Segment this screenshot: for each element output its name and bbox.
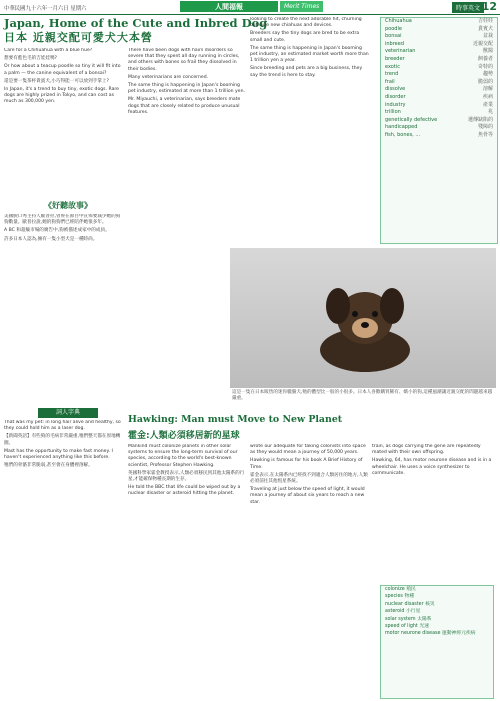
article2-column-3 [372,444,496,574]
glossary-entry [381,26,497,34]
puppy-illustration [300,268,430,378]
paragraph: 【新聞英語】有些狗的毛病非常嚴重,牠們整天都在原地轉圈。 [4,434,121,446]
paragraph: 霍金表示,在太陽系內已經找不到適合人類居住的地方,人類必須前往其他恆星系統。 [250,472,368,485]
glossary-entry [381,102,497,110]
paragraph: wrote our adequate for taking colonists into space as they would mean a journey of 50,000 years. [250,444,366,456]
article2-column-2 [250,444,368,699]
vocabulary-glossary [380,17,498,244]
glossary-entry [381,71,497,79]
paragraph: The same thing is happening in Japan's booming pet industry, estimated at more than 1 trillion yen. [128,83,245,95]
paragraph: There have been dogs with hairs disorders so severe that they spent all day running in circles, and others with bones so frail they dissolved in their bodies. [128,48,240,72]
glossary-entry [381,94,497,102]
glossary-translation: 殘障的 [477,124,493,131]
glossary-term: exotic [385,63,400,70]
glossary-entry [381,124,497,132]
paragraph: Care for a Chihuahua with a blue hue? [4,48,93,53]
paragraph: 牠們的骨骼非常脆弱,甚至會在身體裡溶解。 [4,463,93,469]
glossary-translation: 趨勢 [482,71,493,78]
glossary-entry: colonize 殖民 [385,587,416,592]
glossary-term: dissolve [385,86,406,93]
article-column-3 [250,17,370,247]
paragraph: A BC 和超級市場的廣告中,狗被描述成家中的成員。 [4,228,110,234]
headline-english: Japan, Home of the Cute and Inbred Dog [4,16,268,30]
paragraph: In Japan, it's a trend to buy tiny, exotic dogs. Rare dogs are highly prized in Tokyo, and can cost as much as 300,000 yen. [4,87,120,105]
paragraph: Mr. Miyauchi, a veterinarian, says breeders mate dogs that are closely related to produce unusual features. [128,97,241,115]
glossary-translation: 脆弱的 [477,78,493,85]
paragraph: Mankind must colonize planets in other solar systems to ensure the long-term survival of our species, according to the world's best-known scientist, Professor Stephen Hawking. [128,444,238,468]
glossary-entry: solar system 太陽系 [385,616,432,622]
paragraph: looking to create the next adorable hit, churning out cute new chiahuas and devices. [250,17,362,29]
glossary-translation: 盆栽 [482,33,493,40]
paragraph: Mast has the opportunity to make fast money. I haven't experienced anything like this before. [4,448,113,461]
glossary-entry [381,79,497,87]
article-column-2 [128,48,246,118]
headline-chinese-2: 霍金:人類必須移居新的星球 [128,431,240,441]
glossary-term: genetically defective [385,116,438,123]
paragraph: Traveling at just below the speed of light, it would mean a journey of about six years to reach a new star. [250,487,365,505]
glossary-term: Chihuahua [385,18,412,24]
sidebar-story-title: 《好聽故事》 [44,201,92,210]
glossary-term: fish, bones, ... [385,131,421,138]
glossary-entry [381,56,497,64]
glossary-entry [381,132,497,140]
glossary-translation: 產業 [482,101,493,108]
glossary-translation: 兆 [487,109,493,116]
glossary-term: trend [385,71,399,78]
glossary-entry: species 物種 [385,594,415,600]
paragraph: That was my pet: in long hair alive and healthy, so they could hold him as a laser dog. [4,420,121,432]
article-column-1 [4,48,124,108]
glossary-translation: 獸醫 [482,48,493,55]
headline-english-2: Hawking: Man must Move to New Planet [128,414,343,425]
glossary-translation: 近親交配 [472,40,493,47]
paragraph: Hawking, 64, has motor neurone disease and is in a wheelchair. He uses a voice synthesizer to communicate. [372,458,492,476]
glossary-entry [381,64,497,72]
paragraph: train, as dogs carrying the gene are repeatedly mated with their own offspring. [372,444,481,456]
glossary-entry [381,86,497,94]
glossary-entry: motor neurone disease 運動神經元疾病 [385,631,476,637]
glossary-translation: 貴賓犬 [477,25,493,32]
glossary-translation: 溶解 [482,86,493,93]
glossary-translation: 奇特的 [477,63,493,70]
page-number: 12 [481,0,497,13]
paragraph: He told the BBC that life could be wiped out by a nuclear disaster or asteroid hitting the planet. [128,485,241,497]
paragraph: Breeders say the tiny dogs are bred to be extra small and cute. [250,31,360,43]
paragraph: 英國科學家霍金教授表示,人類必須移民到其他太陽系的行星,才能確保物種長期的生存。 [128,470,245,483]
brand-english: Merit Times [280,1,323,12]
glossary-term: bonsai [385,33,402,40]
paragraph: 美國脫口秀主持人歐普拉,曾經在節目中宣佈要減少她的狗狗數量。歐普拉說,她的狗狗們已經陪伴她很多年。 [4,214,121,226]
paragraph: Or how about a teacup poodle so tiny it will fit into a palm — the canine equivalent of a bonsai? [4,64,121,76]
glossary-translation: 飼養者 [477,55,493,62]
glossary-entry [381,18,497,26]
glossary-entry [381,33,497,41]
brand-logo: 人間福報 [180,1,278,12]
glossary-term: handicapped [385,124,418,131]
glossary-entry [381,41,497,49]
glossary-entry: speed of light 光速 [385,624,429,630]
glossary-translation: 疾病 [482,93,493,100]
glossary-term: disorder [385,93,406,100]
paragraph: 還是要一隻茶杯貴賓犬,小巧得能一可以放到手掌上? [4,78,109,84]
dictionary-body [4,420,124,700]
sidebar-story-body [4,214,124,404]
paragraph: Hawking is famous for his book A Brief History of Time. [250,458,363,470]
paragraph: Many veterinarians are concerned. [128,74,209,80]
puppy-photo [230,248,496,388]
glossary-translation: 魚骨等 [477,131,493,138]
paragraph: 想要有藍色毛的吉娃娃嗎? [4,56,57,62]
paragraph: Since breeding and pets are a big business, they say the trend is here to stay. [250,66,363,78]
glossary-translation: 吉娃娃 [477,18,493,24]
dictionary-subhead: 詞人字典 [38,408,98,418]
glossary-entry: nuclear disaster 核災 [385,601,435,607]
headline-chinese: 日本 近親交配可愛犬大本營 [4,31,153,44]
paragraph: 許多日本人認為,擁有一隻小型犬是一種時尚。 [4,236,98,242]
paragraph: The same thing is happening in Japan's booming pet industry, an estimated market worth more than 1 trillion yen a year. [250,45,369,64]
vocabulary-glossary-2 [380,585,494,699]
glossary-entry [381,48,497,56]
glossary-term: industry [385,101,406,108]
glossary-entry: asteroid 小行星 [385,609,421,615]
glossary-term: poodle [385,25,402,32]
article2-column-1 [128,444,246,699]
glossary-term: breeder [385,55,405,62]
issue-date: 中華民國九十六年一月六日 星期六 [4,6,87,12]
glossary-translation: 遺傳缺陷的 [467,116,493,123]
glossary-term: veterinarian [385,48,416,55]
glossary-term: trillion [385,109,401,116]
glossary-term: inbreed [385,40,405,47]
section-label: 時事英文 [452,2,484,13]
page-header [0,0,500,15]
glossary-entry [381,109,497,117]
glossary-term: frail [385,78,395,85]
photo-caption: 這是一隻在日本販售的迷你臘腸犬,牠的體型比一般的小很多。日本人喜歡購買稀有、嬌小的狗,這種風潮讓近親交配的問題越來越嚴重。 [232,390,493,401]
